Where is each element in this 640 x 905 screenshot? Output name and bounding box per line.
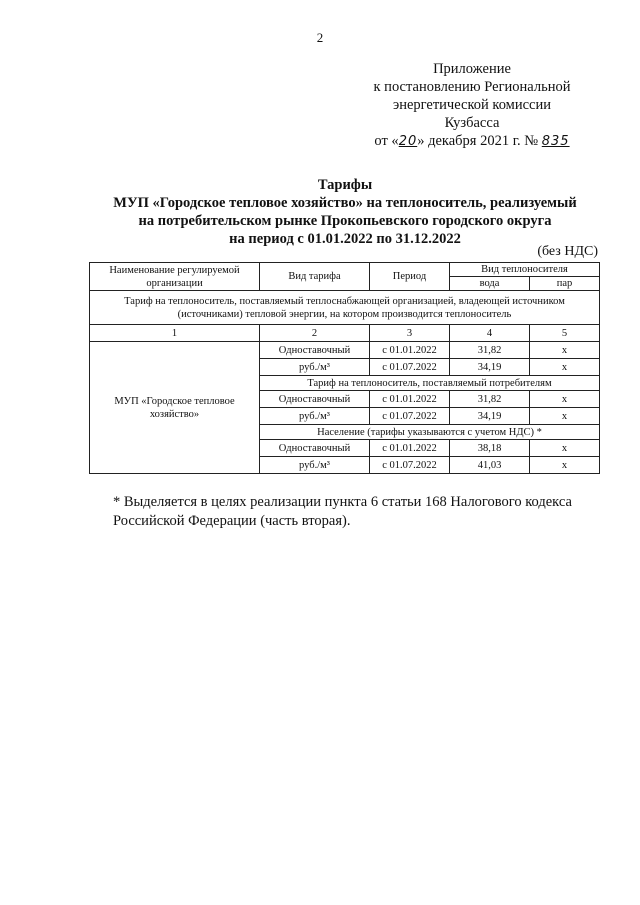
appendix-block	[352, 60, 592, 151]
column-number-row	[90, 325, 600, 342]
subheader-population: Население (тарифы указываются с учетом НДС) *	[260, 425, 600, 440]
appendix-date-line	[352, 132, 592, 151]
date-day: 20	[398, 134, 418, 149]
period-cell: с 01.07.2022	[370, 408, 450, 425]
steam-value-cell: х	[530, 440, 600, 457]
water-value-cell: 34,19	[450, 359, 530, 376]
period-cell: с 01.07.2022	[370, 359, 450, 376]
tariff-type-cell: Одноставочный	[260, 440, 370, 457]
header-row	[90, 263, 600, 277]
header-carrier: Вид теплоносителя	[450, 263, 600, 277]
appendix-line-2: к постановлению Региональной	[373, 79, 571, 95]
org-name-cell: МУП «Городское тепловое хозяйство»	[90, 342, 260, 474]
period-cell: с 01.01.2022	[370, 440, 450, 457]
tariff-type-cell: Одноставочный	[260, 342, 370, 359]
steam-value-cell: х	[530, 359, 600, 376]
water-value-cell: 31,82	[450, 342, 530, 359]
col-number: 4	[450, 325, 530, 342]
section-note: Тариф на теплоноситель, поставляемый теплоснабжающей организацией, владеющей источником (источниками) тепловой энергии, на котором производится теплоноситель	[90, 291, 600, 325]
tariff-unit-cell: руб./м³	[260, 457, 370, 474]
header-tariff-type: Вид тарифа	[260, 263, 370, 291]
col-number: 3	[370, 325, 450, 342]
doc-number: 835	[541, 134, 570, 149]
appendix-line-1: Приложение	[433, 61, 511, 77]
tariff-unit-cell: руб./м³	[260, 359, 370, 376]
tariff-unit-cell: руб./м³	[260, 408, 370, 425]
col-number: 5	[530, 325, 600, 342]
steam-value-cell: х	[530, 408, 600, 425]
date-mid: » декабря 2021 г. №	[417, 133, 539, 149]
vat-note: (без НДС)	[537, 244, 598, 259]
title-line-1: Тарифы	[317, 177, 373, 193]
title-line-2: МУП «Городское тепловое хозяйство» на теплоноситель, реализуемый	[113, 195, 577, 211]
title-line-3: на потребительском рынке Прокопьевского городского округа	[138, 213, 552, 229]
title-line-4: на период с 01.01.2022 по 31.12.2022	[229, 231, 461, 247]
water-value-cell: 41,03	[450, 457, 530, 474]
section-note-row	[90, 291, 600, 325]
tariff-type-cell: Одноставочный	[260, 391, 370, 408]
table-row	[90, 342, 600, 359]
steam-value-cell: х	[530, 457, 600, 474]
appendix-line-3: энергетической комиссии	[392, 97, 552, 113]
date-prefix: от «	[374, 133, 399, 149]
header-steam: пар	[530, 277, 600, 291]
tariff-table	[89, 262, 600, 474]
steam-value-cell: х	[530, 342, 600, 359]
appendix-line-4: Кузбасса	[444, 115, 500, 131]
page-number: 2	[316, 30, 324, 45]
water-value-cell: 31,82	[450, 391, 530, 408]
footnote: * Выделяется в целях реализации пункта 6 статьи 168 Налогового кодекса Российской Федерации (часть вторая).	[113, 494, 572, 529]
period-cell: с 01.01.2022	[370, 391, 450, 408]
col-number: 2	[260, 325, 370, 342]
water-value-cell: 34,19	[450, 408, 530, 425]
document-title	[60, 176, 630, 248]
steam-value-cell: х	[530, 391, 600, 408]
period-cell: с 01.07.2022	[370, 457, 450, 474]
header-period: Период	[370, 263, 450, 291]
period-cell: с 01.01.2022	[370, 342, 450, 359]
header-org: Наименование регулируемой организации	[90, 263, 260, 291]
water-value-cell: 38,18	[450, 440, 530, 457]
col-number: 1	[90, 325, 260, 342]
subheader-consumers: Тариф на теплоноситель, поставляемый потребителям	[260, 376, 600, 391]
header-water: вода	[450, 277, 530, 291]
